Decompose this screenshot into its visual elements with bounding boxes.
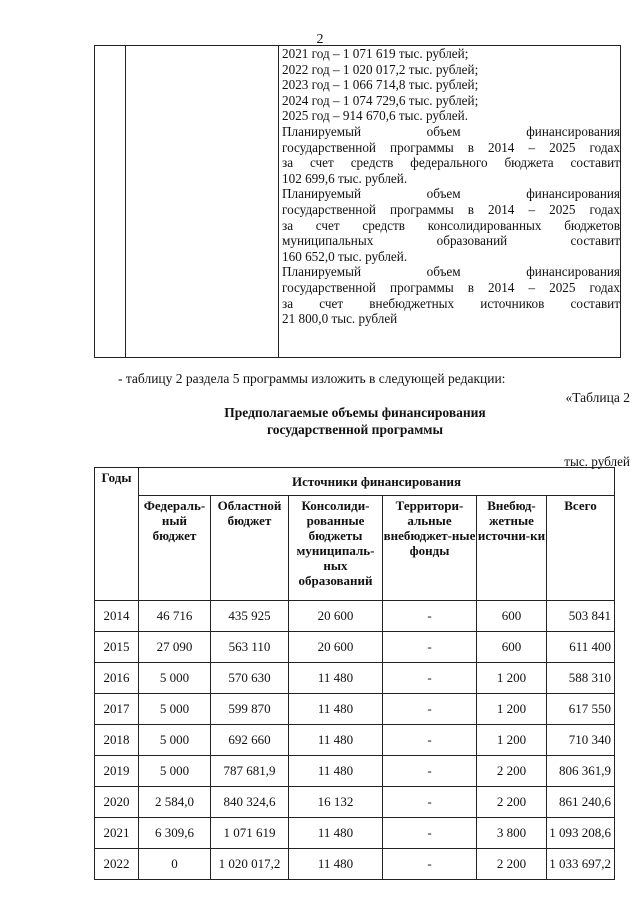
- value-cell: 27 090: [139, 632, 211, 663]
- value-cell: 1 071 619: [211, 818, 289, 849]
- value-cell: -: [383, 756, 477, 787]
- funding-summary-table: [94, 45, 621, 358]
- value-cell: 3 800: [477, 818, 547, 849]
- value-cell: 570 630: [211, 663, 289, 694]
- year-line: 2021 год – 1 071 619 тыс. рублей;: [282, 46, 469, 61]
- table-row: [95, 756, 615, 787]
- year-cell: 2014: [95, 601, 139, 632]
- year-cell: 2015: [95, 632, 139, 663]
- year-line: 2023 год – 1 066 714,8 тыс. рублей;: [282, 77, 479, 93]
- value-cell: 435 925: [211, 601, 289, 632]
- year-cell: 2017: [95, 694, 139, 725]
- value-cell: 1 020 017,2: [211, 849, 289, 880]
- table-row: [95, 694, 615, 725]
- year-cell: 2016: [95, 663, 139, 694]
- value-cell: 46 716: [139, 601, 211, 632]
- value-cell: 1 200: [477, 725, 547, 756]
- year-cell: 2020: [95, 787, 139, 818]
- value-cell: -: [383, 849, 477, 880]
- year-cell: 2018: [95, 725, 139, 756]
- title-line: государственной программы: [266, 422, 444, 437]
- value-cell: 5 000: [139, 756, 211, 787]
- unit-label: тыс. рублей: [564, 454, 630, 469]
- table-row: [95, 601, 615, 632]
- title-line: Предполагаемые объемы финансирования: [224, 405, 486, 420]
- paragraph-line: за счет средств консолидированных бюджетов: [282, 217, 620, 233]
- sources-group-header: Источники финансирования: [139, 468, 615, 496]
- value-cell: 2 200: [477, 756, 547, 787]
- year-cell: 2022: [95, 849, 139, 880]
- table-reference: «Таблица 2: [565, 390, 630, 405]
- column-header: Территори-альные внебюджет-ные фонды: [383, 496, 477, 601]
- value-cell: 0: [139, 849, 211, 880]
- value-cell: 6 309,6: [139, 818, 211, 849]
- value-cell: 600: [477, 632, 547, 663]
- value-cell: 588 310: [547, 663, 615, 694]
- value-cell: 1 093 208,6: [547, 818, 615, 849]
- column-header: Консолиди-рованные бюджеты муниципаль-ных образований: [289, 496, 383, 601]
- value-cell: 617 550: [547, 694, 615, 725]
- value-cell: 1 033 697,2: [547, 849, 615, 880]
- year-line: 2024 год – 1 074 729,6 тыс. рублей;: [282, 92, 479, 108]
- value-cell: 16 132: [289, 787, 383, 818]
- value-cell: -: [383, 601, 477, 632]
- column-header: Всего: [547, 496, 615, 601]
- table-row: [95, 632, 615, 663]
- value-cell: 11 480: [289, 818, 383, 849]
- instruction-text: - таблицу 2 раздела 5 программы изложить в следующей редакции:: [118, 371, 506, 386]
- value-cell: 599 870: [211, 694, 289, 725]
- table-title: [150, 404, 560, 438]
- paragraph-line: Планируемый объем финансирования: [282, 264, 620, 280]
- value-cell: -: [383, 632, 477, 663]
- value-cell: 600: [477, 601, 547, 632]
- table-row: [95, 663, 615, 694]
- value-cell: 20 600: [289, 601, 383, 632]
- value-cell: -: [383, 818, 477, 849]
- year-line: 2025 год – 914 670,6 тыс. рублей.: [282, 108, 468, 124]
- value-cell: 5 000: [139, 725, 211, 756]
- value-cell: 2 200: [477, 787, 547, 818]
- column-header: Федераль-ный бюджет: [139, 496, 211, 601]
- page-number: 2: [316, 32, 324, 47]
- table-row: [95, 787, 615, 818]
- years-header: Годы: [95, 468, 139, 601]
- funding-text-cell: [279, 46, 621, 358]
- value-cell: 11 480: [289, 725, 383, 756]
- paragraph-line: государственной программы в 2014 – 2025 годах: [282, 201, 620, 217]
- paragraph-line: за счет средств федерального бюджета составит: [282, 155, 620, 171]
- paragraph-line: за счет внебюджетных источников составит: [282, 295, 620, 311]
- paragraph-line: государственной программы в 2014 – 2025 годах: [282, 139, 620, 155]
- value-cell: 11 480: [289, 756, 383, 787]
- municipal-paragraph: [282, 186, 620, 264]
- value-cell: 503 841: [547, 601, 615, 632]
- value-cell: 2 584,0: [139, 787, 211, 818]
- extrabudgetary-paragraph: [282, 264, 620, 326]
- value-cell: -: [383, 663, 477, 694]
- value-cell: 5 000: [139, 694, 211, 725]
- federal-paragraph: [282, 124, 620, 186]
- value-cell: 840 324,6: [211, 787, 289, 818]
- empty-cell: [95, 46, 126, 358]
- value-cell: 11 480: [289, 694, 383, 725]
- paragraph-line: Планируемый объем финансирования: [282, 123, 620, 139]
- year-cell: 2019: [95, 756, 139, 787]
- value-cell: 1 200: [477, 694, 547, 725]
- value-cell: 611 400: [547, 632, 615, 663]
- value-cell: 11 480: [289, 663, 383, 694]
- value-cell: 563 110: [211, 632, 289, 663]
- value-cell: 20 600: [289, 632, 383, 663]
- year-cell: 2021: [95, 818, 139, 849]
- value-cell: 710 340: [547, 725, 615, 756]
- year-line: 2022 год – 1 020 017,2 тыс. рублей;: [282, 61, 479, 77]
- paragraph-line: 21 800,0 тыс. рублей: [282, 311, 398, 327]
- value-cell: 861 240,6: [547, 787, 615, 818]
- table-row: [95, 818, 615, 849]
- paragraph-line: 102 699,6 тыс. рублей.: [282, 170, 408, 186]
- value-cell: -: [383, 725, 477, 756]
- value-cell: 787 681,9: [211, 756, 289, 787]
- value-cell: 806 361,9: [547, 756, 615, 787]
- paragraph-line: государственной программы в 2014 – 2025 годах: [282, 279, 620, 295]
- value-cell: 1 200: [477, 663, 547, 694]
- column-header: Областной бюджет: [211, 496, 289, 601]
- empty-cell: [126, 46, 279, 358]
- table-row: [95, 849, 615, 880]
- column-header: Внебюд-жетные источни-ки: [477, 496, 547, 601]
- value-cell: -: [383, 694, 477, 725]
- paragraph-line: муниципальных образований составит: [282, 233, 620, 249]
- value-cell: 11 480: [289, 849, 383, 880]
- value-cell: 5 000: [139, 663, 211, 694]
- value-cell: 692 660: [211, 725, 289, 756]
- value-cell: -: [383, 787, 477, 818]
- paragraph-line: Планируемый объем финансирования: [282, 186, 620, 202]
- value-cell: 2 200: [477, 849, 547, 880]
- financing-table: [94, 467, 615, 880]
- table-row: [95, 725, 615, 756]
- paragraph-line: 160 652,0 тыс. рублей.: [282, 248, 408, 264]
